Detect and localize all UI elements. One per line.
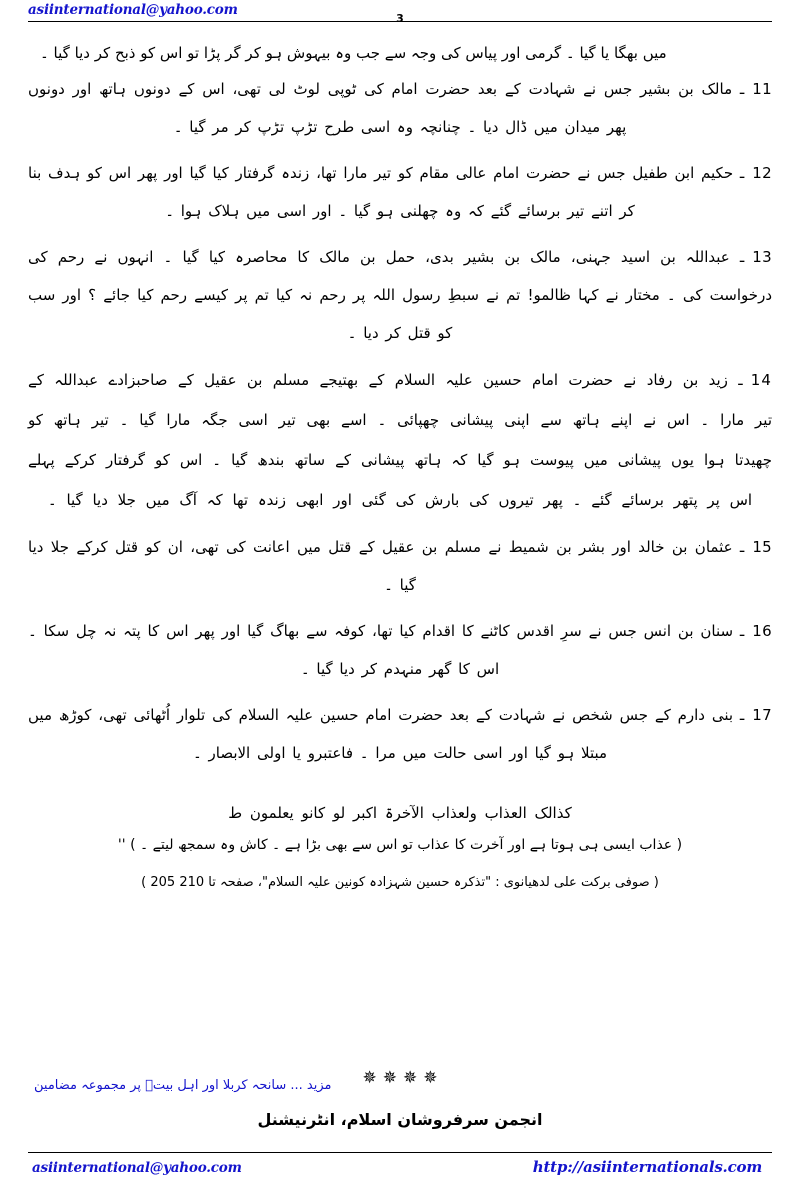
item-paragraph bbox=[28, 612, 772, 688]
numbered-item bbox=[28, 528, 772, 604]
citation-title: "تذکرہ حسین شہزادہ کونین علیہ السلام"، bbox=[257, 875, 492, 890]
page-footer bbox=[0, 1152, 800, 1200]
translation-text: ( عذاب ایسی ہی ہوتا ہے اور آخرت کا عذاب تو اس سے بھی بڑا ہے ۔ کاش وہ سمجھ لیتے ۔ ) bbox=[130, 837, 683, 853]
item-number: 15 bbox=[752, 538, 772, 556]
item-dash: ـ bbox=[738, 371, 743, 389]
citation-author: ( صوفی برکت علی لدھیانوی : bbox=[495, 875, 659, 890]
item-paragraph bbox=[28, 154, 772, 230]
numbered-item bbox=[28, 238, 772, 352]
item-paragraph bbox=[28, 696, 772, 772]
citation-close-paren: ) bbox=[141, 875, 147, 890]
arabic-verse: کذالک العذاب ولعذاب الآخرۃ اکبر لو کانو یعلمون ط bbox=[228, 804, 572, 822]
item-number: 12 bbox=[752, 164, 772, 182]
item-number: 17 bbox=[752, 706, 772, 724]
item-dash: ـ bbox=[739, 164, 745, 182]
item-dash: ـ bbox=[739, 248, 745, 266]
header-email-link[interactable]: asiinternational@yahoo.com bbox=[28, 2, 238, 18]
numbered-item bbox=[28, 696, 772, 772]
lead-paragraph: میں بھگا یا گیا ۔ گرمی اور پیاس کی وجہ سے جب وہ بیہوش ہو کر گر پڑا تو اس کو ذبح کر دیا گیا ۔ bbox=[40, 44, 667, 62]
star-ornament-icon: ✵ bbox=[423, 1068, 438, 1088]
item-dash: ـ bbox=[739, 706, 745, 724]
item-dash: ـ bbox=[739, 80, 745, 98]
item-text: بنی دارم کے جس شخص نے شہادت کے بعد حضرت امام حسین علیہ السلام کی تلوار اُٹھائی تھی، کوڑھ میں مبتلا ہو گیا اور اسی حالت میں مرا ۔ فاعتبرو یا اولی الابصار ۔ bbox=[28, 706, 734, 762]
numbered-item bbox=[28, 154, 772, 230]
closing-quote-mark: '' bbox=[117, 837, 126, 853]
item-number: 16 bbox=[752, 622, 772, 640]
footer-website-link[interactable]: http://asiinternationals.com bbox=[532, 1158, 762, 1176]
star-ornament-icon: ✵ bbox=[403, 1068, 418, 1088]
item-text: عثمان بن خالد اور بشر بن شمیط نے مسلم بن عقیل کے قتل میں اعانت کی تھی، ان کو قتل کرکے جلا دیا گیا ۔ bbox=[28, 538, 733, 594]
item-text: مالک بن بشیر جس نے شہادت کے بعد حضرت امام کی ٹوپی لوٹ لی تھی، اس کے دونوں ہاتھ اور دونوں پھر میدان میں ڈال دیا ۔ چنانچہ وہ اسی طرح تڑپ تڑپ کر مر گیا ۔ bbox=[28, 80, 733, 136]
numbered-item-list bbox=[28, 70, 772, 772]
citation-page-label: صفحہ bbox=[220, 875, 254, 890]
item-paragraph bbox=[28, 360, 772, 520]
page-number: 3 bbox=[396, 12, 404, 25]
item-text: زید بن رفاد نے حضرت امام حسین علیہ السلام کے بھتیجے مسلم بن عقیل کے صاحبزادے عبداللہ کے تیر مارا ۔ اس نے اپنے ہاتھ سے اپنی پیشانی چھپائی ۔ اسے بھی تیر اسی جگہ مارا گیا ۔ تیر ہاتھ کو چھیدتا ہوا یوں پیشانی میں پیوست ہو گیا کہ ہاتھ پیشانی کے ساتھ بندھ گیا ۔ اس کو گرفتار کرکے پہلے اس پر پتھر برسائے گئے ۔ پھر تیروں کی بارش کی گئی اور ابھی زندہ تھا کہ آگ میں جلا دیا گیا ۔ bbox=[28, 371, 772, 509]
item-paragraph bbox=[28, 70, 772, 146]
item-number: 14 bbox=[750, 371, 772, 389]
promo-link[interactable]: مزید ... سانحہ کربلا اور اہل بیتؓ پر مجموعہ مضامین bbox=[34, 1078, 332, 1093]
item-dash: ـ bbox=[739, 538, 745, 556]
quotation-block bbox=[28, 798, 772, 896]
item-text: سنان بن انس جس نے سرِ اقدس کاٹنے کا اقدام کیا تھا، کوفہ سے بھاگ گیا اور پھر اس کا پتہ نہ چل سکا ۔ اس کا گھر منہدم کر دیا گیا ۔ bbox=[28, 622, 734, 678]
numbered-item bbox=[28, 360, 772, 520]
item-dash: ـ bbox=[739, 622, 745, 640]
item-text: عبداللہ بن اسید جہنی، مالک بن بشیر بدی، حمل بن مالک کا محاصرہ کیا گیا ۔ انہوں نے رحم کی درخواست کی ۔ مختار نے کہا ظالمو! تم نے سبطِ رسول اللہ پر رحم نہ کیا تم پر کیسے رحم کیا جائے ؟ اور سب کو قتل کر دیا ۔ bbox=[28, 248, 772, 342]
citation-page-range: 205 تا 210 bbox=[150, 875, 216, 890]
item-number: 11 bbox=[752, 80, 772, 98]
item-paragraph bbox=[28, 528, 772, 604]
footer-divider bbox=[28, 1152, 772, 1153]
organization-name: انجمن سرفروشان اسلام، انٹرنیشنل bbox=[257, 1110, 543, 1129]
item-text: حکیم ابن طفیل جس نے حضرت امام عالی مقام کو تیر مارا تھا، زندہ گرفتار کیا گیا اور پھر اس کو ہدف بنا کر اتنے تیر برسائے گئے کہ وہ چھلنی ہو گیا ۔ اور اسی میں ہلاک ہوا ۔ bbox=[28, 164, 734, 220]
item-number: 13 bbox=[752, 248, 772, 266]
numbered-item bbox=[28, 612, 772, 688]
star-ornament-icon: ✵ bbox=[382, 1068, 397, 1088]
item-paragraph bbox=[28, 238, 772, 352]
footer-email-link[interactable]: asiinternational@yahoo.com bbox=[32, 1160, 242, 1176]
document-body bbox=[28, 30, 772, 896]
source-citation bbox=[28, 870, 772, 896]
verse-translation bbox=[28, 830, 772, 860]
numbered-item bbox=[28, 70, 772, 146]
star-ornament-icon: ✵ bbox=[362, 1068, 377, 1088]
